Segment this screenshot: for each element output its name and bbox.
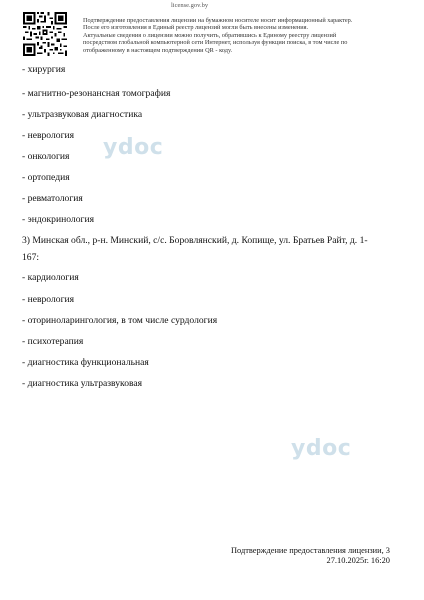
service-item: - кардиология bbox=[22, 272, 79, 283]
watermark: ydoc bbox=[291, 436, 352, 461]
service-item: - ультразвуковая диагностика bbox=[22, 109, 143, 120]
notice-line: отображенному в настоящем подтверждении QR - коду. bbox=[83, 46, 233, 54]
service-item: - оториноларингология, в том числе сурдология bbox=[22, 315, 218, 326]
watermark: ydoc bbox=[103, 135, 164, 160]
notice-line: Актуальные сведения о лицензии можно получить, обратившись к Единому реестру лицензий bbox=[83, 31, 337, 39]
address-heading: 3) Минская обл., р-н. Минский, с/с. Боровлянский, д. Копище, ул. Братьев Райт, д. 1-167: bbox=[22, 235, 368, 263]
service-item: - ортопедия bbox=[22, 172, 70, 183]
service-item: - диагностика функциональная bbox=[22, 357, 149, 368]
service-item: - диагностика ультразвуковая bbox=[22, 378, 143, 389]
service-item: - онкология bbox=[22, 151, 70, 162]
header-site-url: license.gov.by bbox=[171, 2, 209, 9]
qr-code bbox=[23, 12, 67, 56]
notice-line: Подтверждение предоставления лицензии на бумажном носителе носит информационный характер. bbox=[83, 17, 353, 24]
service-item: - магнитно-резонансная томография bbox=[22, 88, 171, 99]
service-item: - эндокринология bbox=[22, 214, 94, 225]
footer bbox=[231, 546, 390, 566]
footer-timestamp: 27.10.2025г. 16:20 bbox=[326, 556, 390, 565]
service-item: - неврология bbox=[22, 294, 75, 305]
license-notice bbox=[83, 17, 403, 54]
footer-confirmation: Подтверждение предоставления лицензии, 3 bbox=[230, 546, 390, 555]
service-item: - хирургия bbox=[22, 64, 66, 75]
service-item: - неврология bbox=[22, 130, 75, 141]
notice-line: После его изготовления в Единый реестр лицензий могли быть внесены изменения. bbox=[83, 24, 309, 32]
service-item: - ревматология bbox=[22, 193, 83, 204]
service-item: - психотерапия bbox=[22, 336, 84, 347]
notice-line: посредством глобальной компьютерной сети Интернет, используя функции поиска, в том числе по bbox=[83, 39, 348, 47]
